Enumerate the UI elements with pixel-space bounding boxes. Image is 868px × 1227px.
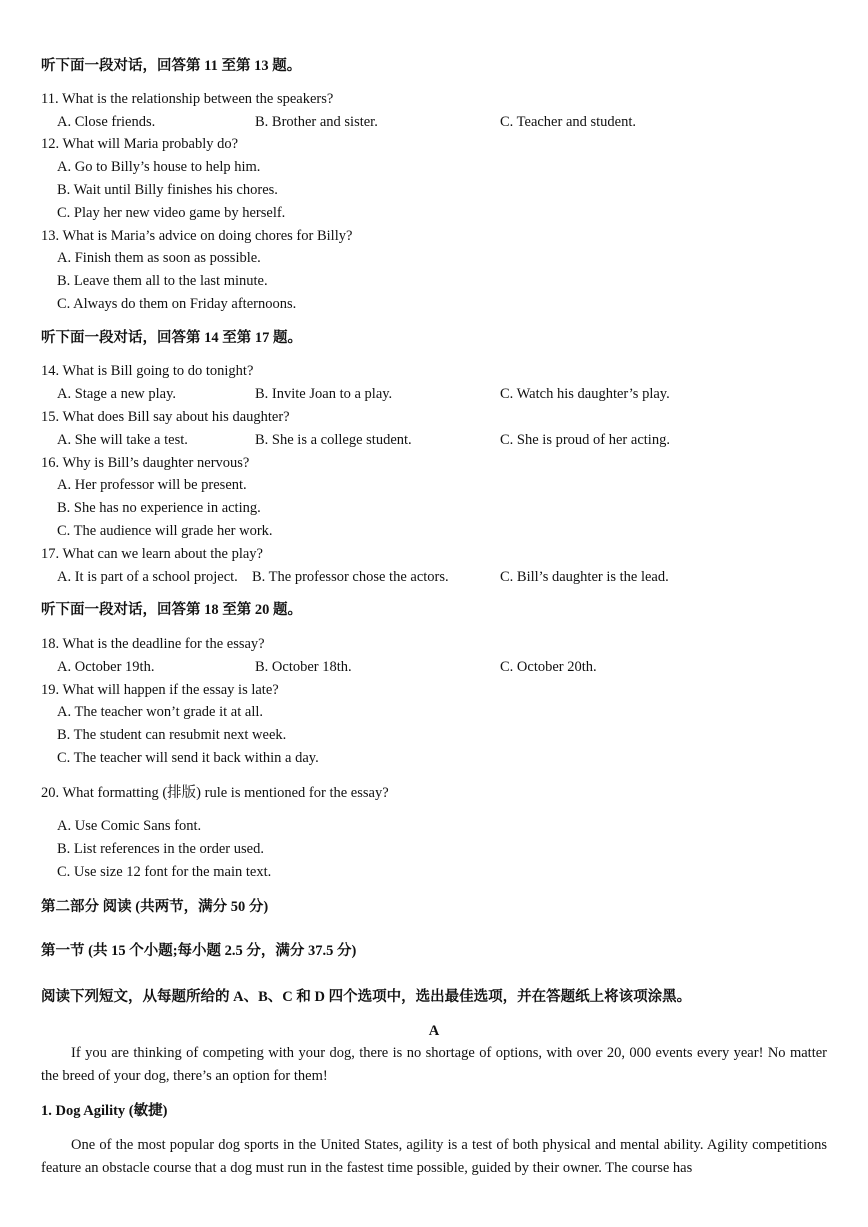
- section-one-title: 第一节 (共 15 个小题;每小题 2.5 分，满分 37.5 分): [41, 943, 357, 959]
- passage-intro: If you are thinking of competing with your dog, there is no shortage of options, with over 20, 000 events every year! No matter the breed of your dog, there’s an option for them!: [41, 1045, 827, 1084]
- option-17-b: B. The professor chose the actors.: [252, 569, 449, 585]
- reading-instruction: 阅读下列短文，从每题所给的 A、B、C 和 D 四个选项中，选出最佳选项，并在答题纸上将该项涂黑。: [41, 989, 692, 1005]
- section-header-11-13: 听下面一段对话，回答第 11 至第 13 题。: [41, 58, 302, 74]
- option-12-b: B. Wait until Billy finishes his chores.: [57, 182, 278, 198]
- part-two-title: 第二部分 阅读 (共两节，满分 50 分): [41, 899, 269, 915]
- option-13-b: B. Leave them all to the last minute.: [57, 273, 268, 289]
- option-12-c: C. Play her new video game by herself.: [57, 205, 286, 221]
- option-16-b: B. She has no experience in acting.: [57, 500, 261, 516]
- option-16-c: C. The audience will grade her work.: [57, 523, 273, 539]
- option-13-c: C. Always do them on Friday afternoons.: [57, 296, 297, 312]
- question-12: 12. What will Maria probably do?: [41, 136, 239, 152]
- option-13-a: A. Finish them as soon as possible.: [57, 250, 261, 266]
- option-20-b: B. List references in the order used.: [57, 841, 264, 857]
- section-header-18-20: 听下面一段对话，回答第 18 至第 20 题。: [41, 602, 302, 618]
- passage-label: A: [428, 1023, 440, 1039]
- option-12-a: A. Go to Billy’s house to help him.: [57, 159, 261, 175]
- passage-paragraph-1: One of the most popular dog sports in the United States, agility is a test of both physical and mental ability. Agility competitions feature an obstacle course that a dog must run in the fastest time possible, guided by their owner. The course has: [41, 1137, 827, 1176]
- question-13: 13. What is Maria’s advice on doing chores for Billy?: [41, 228, 353, 244]
- option-15-b: B. She is a college student.: [255, 432, 412, 448]
- option-19-b: B. The student can resubmit next week.: [57, 727, 287, 743]
- option-17-c: C. Bill’s daughter is the lead.: [500, 569, 669, 585]
- option-19-c: C. The teacher will send it back within a day.: [57, 750, 319, 766]
- section-header-14-17: 听下面一段对话，回答第 14 至第 17 题。: [41, 330, 302, 346]
- option-11-a: A. Close friends.: [57, 114, 156, 130]
- option-14-c: C. Watch his daughter’s play.: [500, 386, 670, 402]
- option-18-b: B. October 18th.: [255, 659, 352, 675]
- option-19-a: A. The teacher won’t grade it at all.: [57, 704, 264, 720]
- option-20-c: C. Use size 12 font for the main text.: [57, 864, 272, 880]
- option-16-a: A. Her professor will be present.: [57, 477, 247, 493]
- question-18: 18. What is the deadline for the essay?: [41, 636, 265, 652]
- option-14-a: A. Stage a new play.: [57, 386, 177, 402]
- option-11-b: B. Brother and sister.: [255, 114, 378, 130]
- option-20-a: A. Use Comic Sans font.: [57, 818, 202, 834]
- option-15-c: C. She is proud of her acting.: [500, 432, 670, 448]
- question-14: 14. What is Bill going to do tonight?: [41, 363, 254, 379]
- question-16: 16. Why is Bill’s daughter nervous?: [41, 455, 250, 471]
- option-17-a: A. It is part of a school project.: [57, 569, 238, 585]
- question-20: 20. What formatting (排版) rule is mentioned for the essay?: [41, 785, 389, 801]
- option-18-c: C. October 20th.: [500, 659, 597, 675]
- option-14-b: B. Invite Joan to a play.: [255, 386, 393, 402]
- question-15: 15. What does Bill say about his daughter?: [41, 409, 290, 425]
- question-19: 19. What will happen if the essay is late?: [41, 682, 279, 698]
- question-11: 11. What is the relationship between the speakers?: [41, 91, 334, 107]
- option-18-a: A. October 19th.: [57, 659, 155, 675]
- question-17: 17. What can we learn about the play?: [41, 546, 263, 562]
- passage-heading-1: 1. Dog Agility (敏捷): [41, 1103, 168, 1119]
- option-15-a: A. She will take a test.: [57, 432, 188, 448]
- option-11-c: C. Teacher and student.: [500, 114, 637, 130]
